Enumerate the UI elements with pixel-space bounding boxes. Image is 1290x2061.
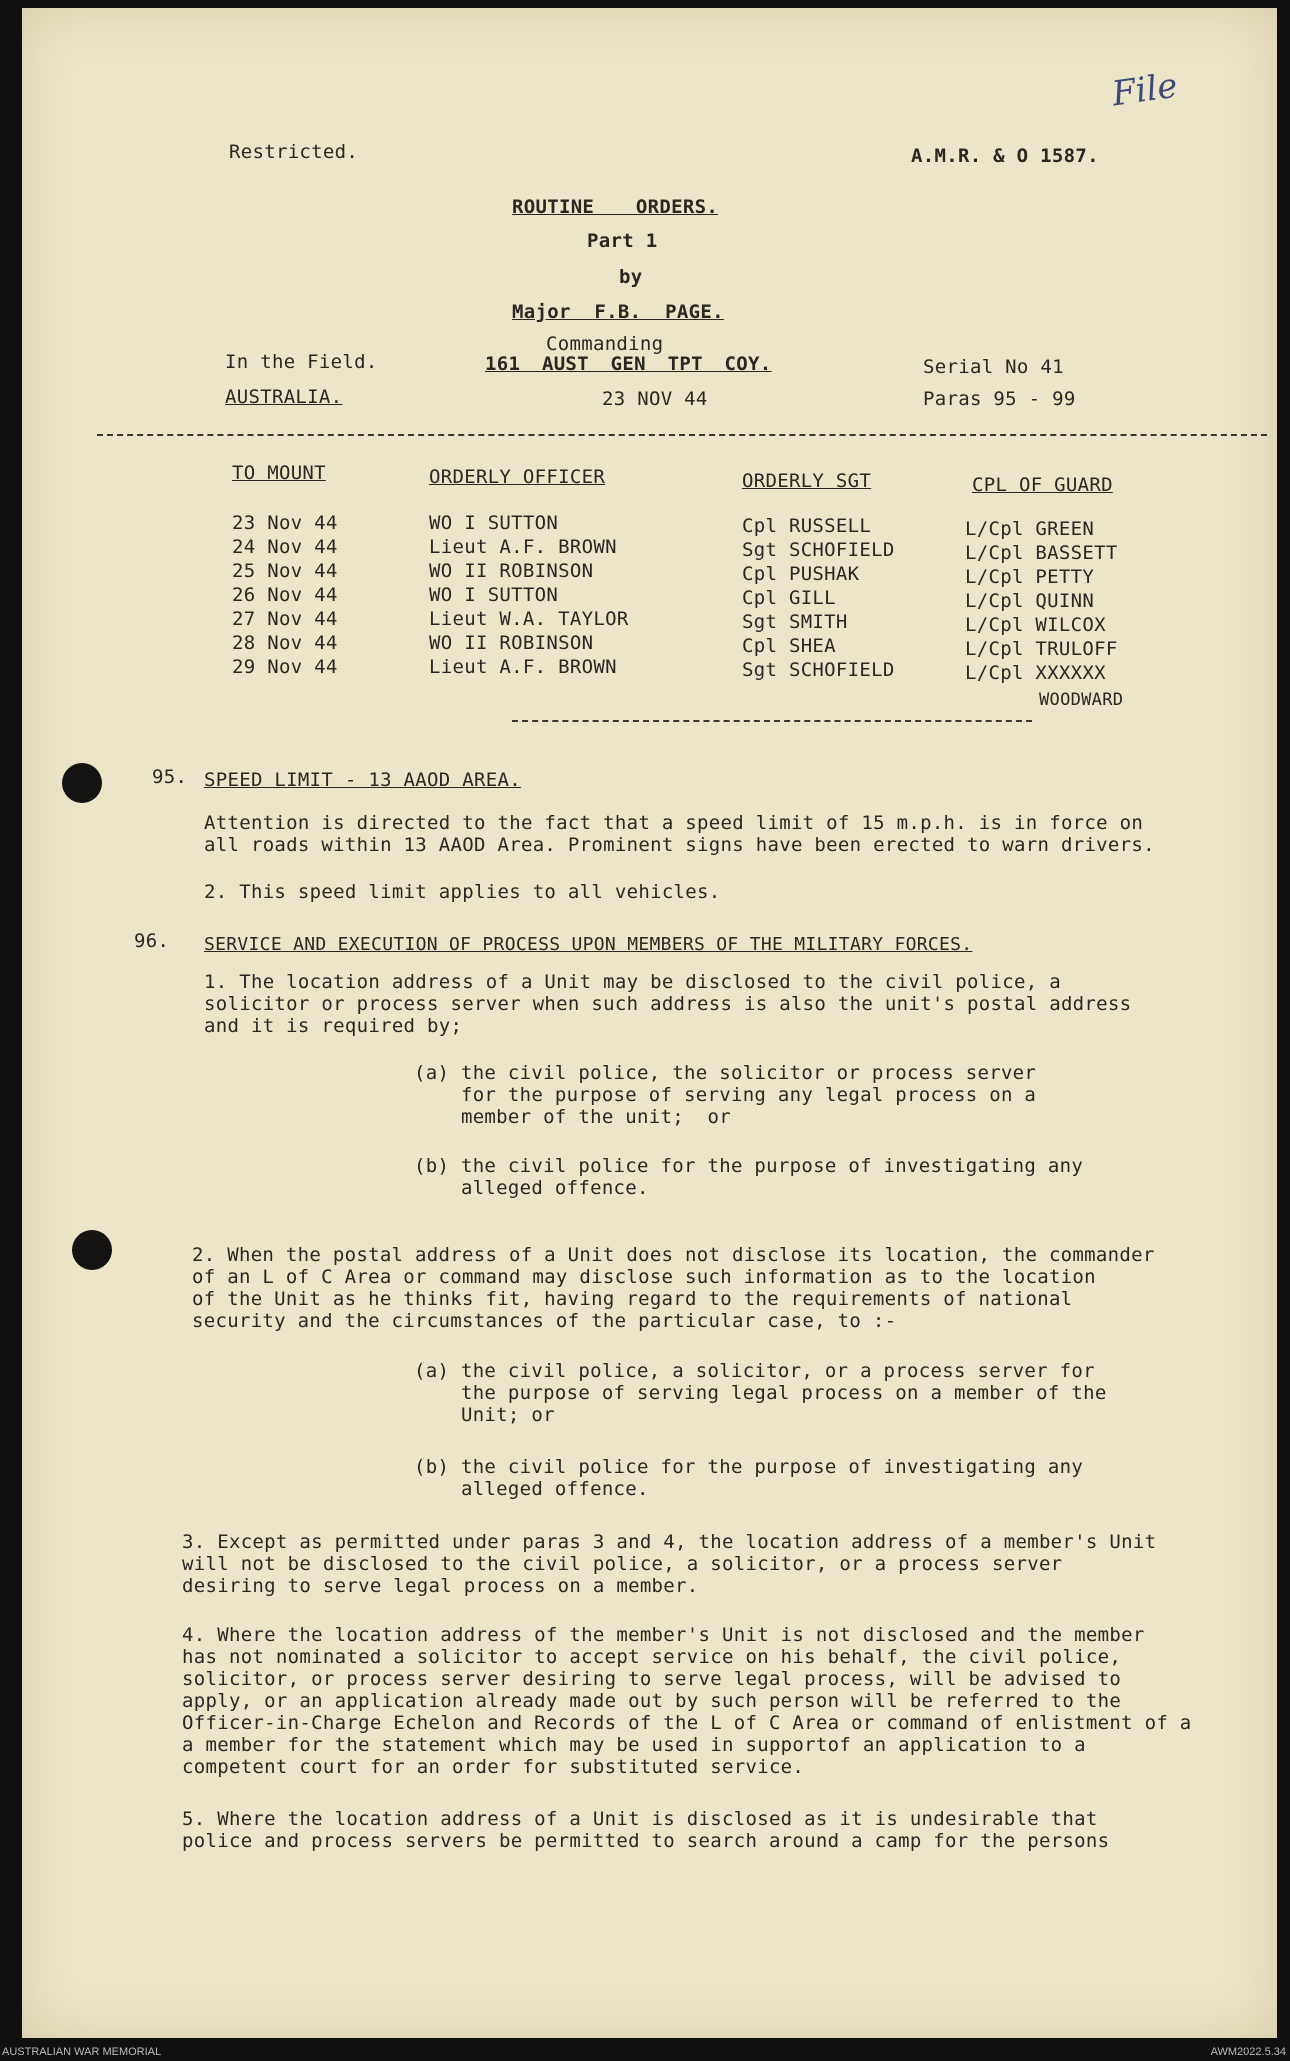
roster-sgt: Cpl RUSSELL xyxy=(742,515,872,537)
roster-officer: WO I SUTTON xyxy=(429,512,559,534)
para96-text: for the purpose of serving any legal process on a xyxy=(414,1084,1037,1106)
para96-text: (b) the civil police for the purpose of investigating any xyxy=(414,1155,1084,1177)
roster-correction: WOODWARD xyxy=(1039,690,1124,710)
para95-line: Attention is directed to the fact that a speed limit of 15 m.p.h. is in force on xyxy=(204,812,1144,834)
commanding-label: Commanding xyxy=(546,333,664,355)
para96-text: 2. When the postal address of a Unit does not disclose its location, the commander xyxy=(192,1244,1155,1266)
roster-header-cpl: CPL OF GUARD xyxy=(972,474,1113,496)
para95-line: 2. This speed limit applies to all vehicles. xyxy=(204,881,721,903)
para96-text: (a) the civil police, the solicitor or process server xyxy=(414,1062,1037,1084)
roster-cpl: L/Cpl GREEN xyxy=(965,518,1095,540)
roster-sgt: Sgt SMITH xyxy=(742,611,848,633)
roster-header-sgt: ORDERLY SGT xyxy=(742,470,872,492)
para96-text: alleged offence. xyxy=(414,1478,649,1500)
footer-accession: AWM2022.5.34 xyxy=(1210,2046,1286,2058)
roster-cpl: L/Cpl BASSETT xyxy=(965,542,1118,564)
document-page xyxy=(22,8,1277,2038)
para96-text: 4. Where the location address of the member's Unit is not disclosed and the member xyxy=(182,1624,1145,1646)
roster-header-date: TO MOUNT xyxy=(232,462,326,484)
para96-text: the purpose of serving legal process on a member of the xyxy=(414,1382,1107,1404)
para96-text: security and the circumstances of the particular case, to :- xyxy=(192,1310,897,1332)
roster-cpl: L/Cpl QUINN xyxy=(965,590,1095,612)
header-divider xyxy=(97,434,1267,436)
roster-date: 23 Nov 44 xyxy=(232,512,338,534)
roster-header-officer: ORDERLY OFFICER xyxy=(429,466,606,488)
location-country: AUSTRALIA. xyxy=(225,386,343,408)
roster-officer: WO II ROBINSON xyxy=(429,632,594,654)
roster-sgt: Cpl PUSHAK xyxy=(742,563,860,585)
roster-date: 27 Nov 44 xyxy=(232,608,338,630)
roster-sgt: Cpl GILL xyxy=(742,587,836,609)
para96-text: alleged offence. xyxy=(414,1177,649,1199)
roster-officer: WO II ROBINSON xyxy=(429,560,594,582)
roster-cpl: L/Cpl WILCOX xyxy=(965,614,1106,636)
roster-cpl: L/Cpl TRULOFF xyxy=(965,638,1118,660)
para96-text: (a) the civil police, a solicitor, or a process server for xyxy=(414,1360,1095,1382)
restriction-label: Restricted. xyxy=(229,141,359,163)
para96-text: 3. Except as permitted under paras 3 and 4, the location address of a member's Unit xyxy=(182,1531,1157,1553)
para96-text: 1. The location address of a Unit may be disclosed to the civil police, a xyxy=(204,971,1061,993)
roster-cpl: L/Cpl XXXXXX xyxy=(965,662,1106,684)
roster-cpl: L/Cpl PETTY xyxy=(965,566,1095,588)
part-label: Part 1 xyxy=(587,230,658,252)
roster-sgt: Sgt SCHOFIELD xyxy=(742,539,895,561)
para96-text: has not nominated a solicitor to accept service on his behalf, the civil police, xyxy=(182,1646,1122,1668)
para95-line: all roads within 13 AAOD Area. Prominent signs have been erected to warn drivers. xyxy=(204,834,1155,856)
para96-heading: SERVICE AND EXECUTION OF PROCESS UPON MEMBERS OF THE MILITARY FORCES. xyxy=(204,934,973,955)
handwritten-note: File xyxy=(1109,65,1180,115)
para96-text: (b) the civil police for the purpose of investigating any xyxy=(414,1456,1084,1478)
para96-text: Officer-in-Charge Echelon and Records of the L of C Area or command of enlistment of a xyxy=(182,1712,1192,1734)
para96-text: solicitor or process server when such address is also the unit's postal address xyxy=(204,993,1132,1015)
para96-text: a member for the statement which may be used in supportof an application to a xyxy=(182,1734,1086,1756)
para96-text: Unit; or xyxy=(414,1404,555,1426)
para96-number: 96. xyxy=(134,930,170,952)
para96-text: 5. Where the location address of a Unit is disclosed as it is undesirable that xyxy=(182,1808,1098,1830)
roster-date: 25 Nov 44 xyxy=(232,560,338,582)
para96-text: desiring to serve legal process on a member. xyxy=(182,1575,699,1597)
para96-text: apply, or an application already made out by such person will be referred to the xyxy=(182,1690,1122,1712)
roster-date: 24 Nov 44 xyxy=(232,536,338,558)
footer-credit: AUSTRALIAN WAR MEMORIAL xyxy=(2,2046,162,2058)
roster-officer: Lieut A.F. BROWN xyxy=(429,536,617,558)
reference-number: A.M.R. & O 1587. xyxy=(911,145,1099,167)
para95-number: 95. xyxy=(152,766,188,788)
punch-hole-top xyxy=(62,763,102,803)
roster-officer: WO I SUTTON xyxy=(429,584,559,606)
officer-name: Major F.B. PAGE. xyxy=(512,301,724,323)
roster-sgt: Sgt SCHOFIELD xyxy=(742,659,895,681)
para96-text: of the Unit as he thinks fit, having regard to the requirements of national xyxy=(192,1288,1073,1310)
para95-heading: SPEED LIMIT - 13 AAOD AREA. xyxy=(204,769,521,791)
location-field: In the Field. xyxy=(225,351,378,373)
roster-officer: Lieut A.F. BROWN xyxy=(429,656,617,678)
para96-text: solicitor, or process server desiring to serve legal process, will be advised to xyxy=(182,1668,1122,1690)
punch-hole-bottom xyxy=(72,1230,112,1270)
para96-text: of an L of C Area or command may disclose such information as to the location xyxy=(192,1266,1096,1288)
para96-text: will not be disclosed to the civil police, a solicitor, or a process server xyxy=(182,1553,1063,1575)
roster-divider xyxy=(512,720,1032,722)
by-label: by xyxy=(619,266,643,288)
roster-date: 26 Nov 44 xyxy=(232,584,338,606)
roster-officer: Lieut W.A. TAYLOR xyxy=(429,608,629,630)
para96-text: police and process servers be permitted to search around a camp for the persons xyxy=(182,1830,1110,1852)
document-title: ROUTINE ORDERS. xyxy=(512,196,719,218)
para96-text: member of the unit; or xyxy=(414,1106,731,1128)
document-date: 23 NOV 44 xyxy=(602,388,708,410)
para96-text: and it is required by; xyxy=(204,1015,463,1037)
unit-name: 161 AUST GEN TPT COY. xyxy=(485,353,772,375)
serial-number: Serial No 41 xyxy=(923,356,1064,378)
roster-sgt: Cpl SHEA xyxy=(742,635,836,657)
roster-date: 29 Nov 44 xyxy=(232,656,338,678)
roster-date: 28 Nov 44 xyxy=(232,632,338,654)
paras-range: Paras 95 - 99 xyxy=(923,388,1076,410)
para96-text: competent court for an order for substituted service. xyxy=(182,1756,805,1778)
